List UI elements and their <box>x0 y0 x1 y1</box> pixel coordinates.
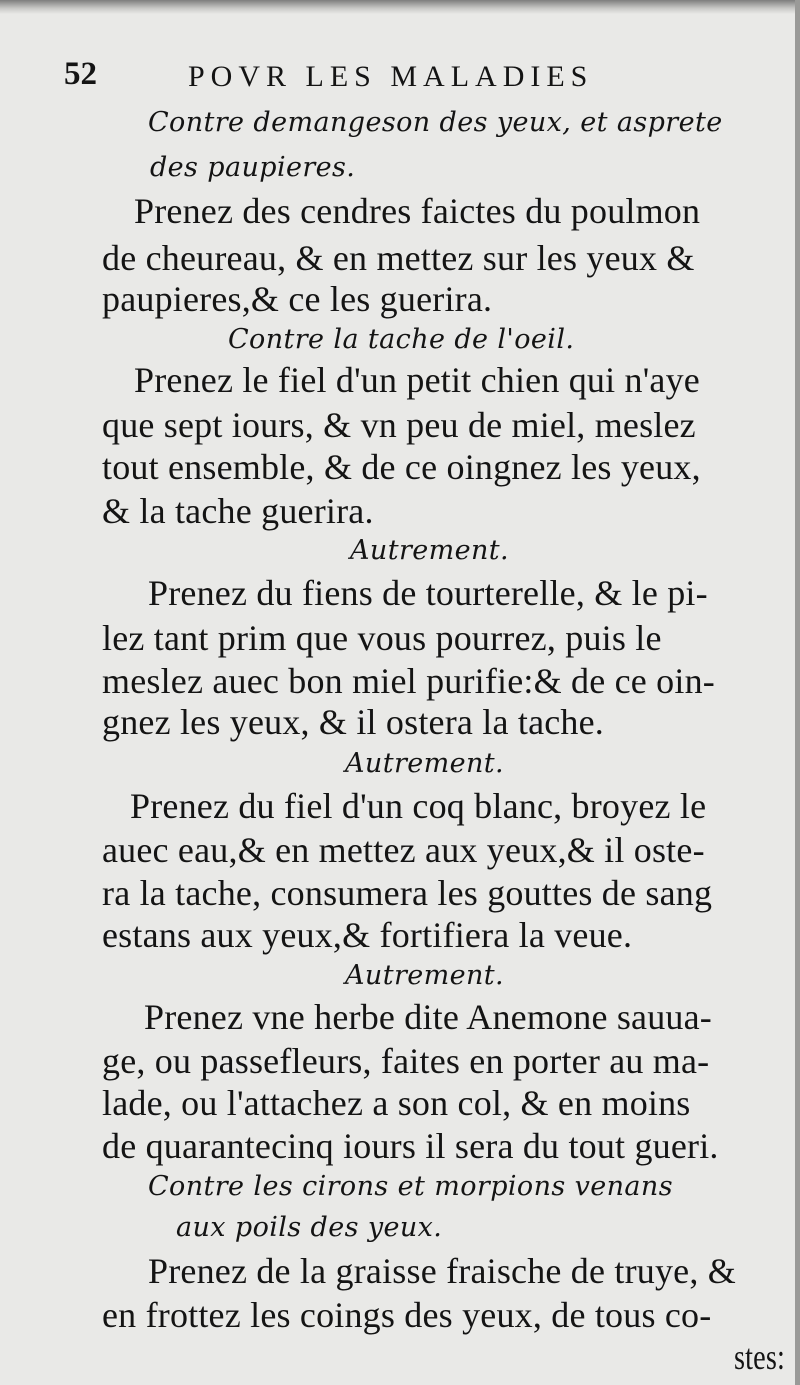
text-line: stes: <box>734 1337 786 1377</box>
page-right-edge <box>795 0 800 1385</box>
text-line: que sept iours, & vn peu de miel, meslez <box>102 405 696 445</box>
section-heading: Contre les cirons et morpions venans <box>148 1171 673 1202</box>
section-heading: aux poils des yeux. <box>176 1212 443 1243</box>
text-line: Prenez de la graisse fraische de truye, & <box>148 1251 736 1291</box>
text-line: paupieres,& ce les guerira. <box>102 279 493 319</box>
section-heading: Contre demangeson des yeux, et asprete <box>148 107 723 138</box>
text-line: Prenez des cendres faictes du poulmon <box>134 191 701 231</box>
text-line: de cheureau, & en mettez sur les yeux & <box>102 238 695 278</box>
section-heading: Autrement. <box>345 960 505 991</box>
text-line: Prenez du fiens de tourterelle, & le pi- <box>148 573 708 613</box>
text-line: lade, ou l'attachez a son col, & en moins <box>102 1083 691 1123</box>
text-line: Prenez vne herbe dite Anemone sauua- <box>144 997 712 1037</box>
text-line: Prenez le fiel d'un petit chien qui n'aye <box>134 360 700 400</box>
running-title: POVR LES MALADIES <box>188 60 594 93</box>
text-line: estans aux yeux,& fortifiera la veue. <box>102 915 633 955</box>
text-line: gnez les yeux, & il ostera la tache. <box>102 702 605 742</box>
text-line: en frottez les coings des yeux, de tous co- <box>102 1295 712 1335</box>
text-line: auec eau,& en mettez aux yeux,& il oste- <box>102 830 705 870</box>
section-heading: Autrement. <box>350 535 510 566</box>
page-number: 52 <box>64 56 97 92</box>
text-line: de quarantecinq iours il sera du tout gueri. <box>102 1126 719 1166</box>
text-line: meslez auec bon miel purifie:& de ce oin- <box>102 661 715 701</box>
section-heading: des paupieres. <box>150 152 356 183</box>
page-top-edge <box>0 0 800 14</box>
text-line: ge, ou passefleurs, faites en porter au ma- <box>102 1041 710 1081</box>
text-line: tout ensemble, & de ce oingnez les yeux, <box>102 447 701 487</box>
text-line: ra la tache, consumera les gouttes de sang <box>102 873 713 913</box>
section-heading: Autrement. <box>345 748 505 779</box>
text-line: lez tant prim que vous pourrez, puis le <box>102 618 662 658</box>
text-line: & la tache guerira. <box>102 491 374 531</box>
text-line: Prenez du fiel d'un coq blanc, broyez le <box>130 786 707 826</box>
section-heading: Contre la tache de l'oeil. <box>228 324 575 355</box>
